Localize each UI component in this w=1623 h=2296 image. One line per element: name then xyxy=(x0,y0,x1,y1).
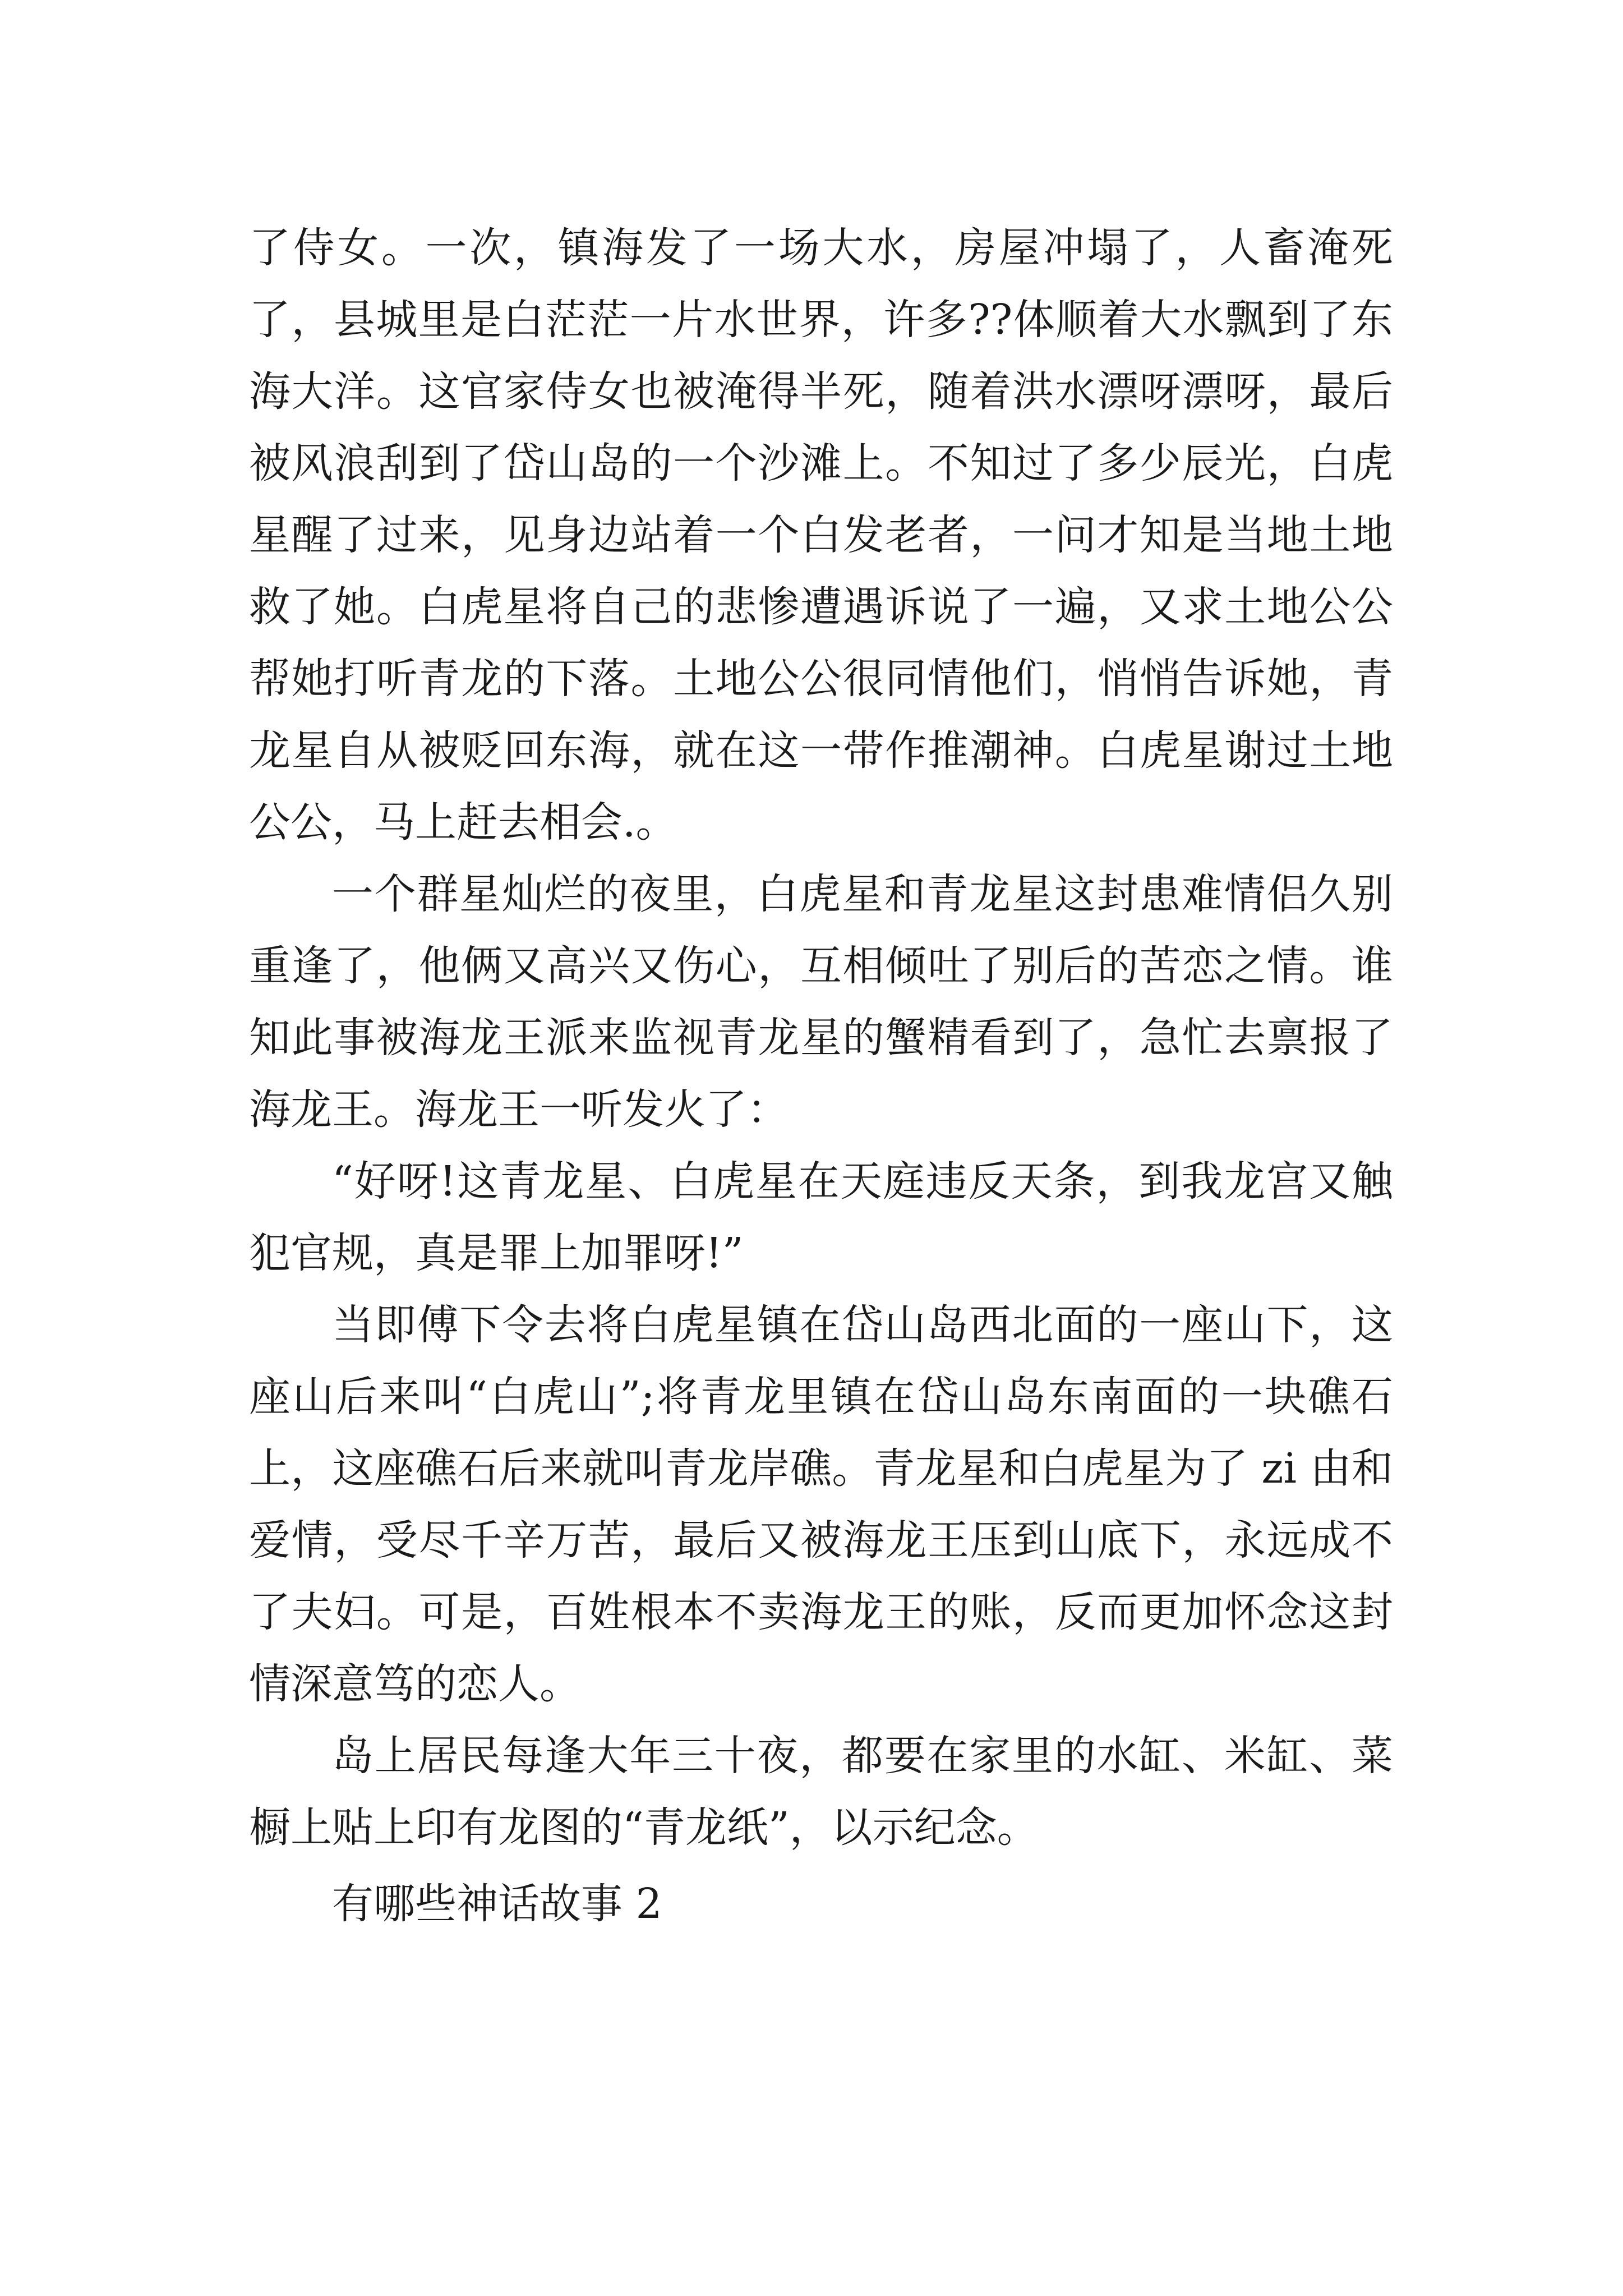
paragraph-3-quote: “好呀!这青龙星、白虎星在天庭违反天条，到我龙宫又触犯官规，真是罪上加罪呀!” xyxy=(249,1157,1393,1277)
document-body xyxy=(249,212,1393,1940)
paragraph-4: 当即傅下令去将白虎星镇在岱山岛西北面的一座山下，这座山后来叫“白虎山”;将青龙里镇在岱山岛东南面的一块礁石上，这座礁石后来就叫青龙岸礁。青龙星和白虎星为了 zi 由和爱情，受尽千辛万苦，最后又被海龙王压到山底下，永远成不了夫妇。可是，百姓根本不卖海龙王的账，反而更加怀念这封情深意笃的恋人。 xyxy=(249,1301,1393,1708)
paragraph-2: 一个群星灿烂的夜里，白虎星和青龙星这封患难情侣久别重逢了，他俩又高兴又伤心，互相倾吐了别后的苦恋之情。谁知此事被海龙王派来监视青龙星的蟹精看到了，急忙去禀报了海龙王。海龙王一听发火了： xyxy=(249,870,1393,1134)
paragraph-5: 岛上居民每逢大年三十夜，都要在家里的水缸、米缸、菜橱上贴上印有龙图的“青龙纸”，以示纪念。 xyxy=(249,1732,1393,1852)
paragraph-1: 了侍女。一次，镇海发了一场大水，房屋冲塌了，人畜淹死了，县城里是白茫茫一片水世界，许多??体顺着大水飘到了东海大洋。这官家侍女也被淹得半死，随着洪水漂呀漂呀，最后被风浪刮到了岱山岛的一个沙滩上。不知过了多少辰光，白虎星醒了过来，见身边站着一个白发老者，一问才知是当地土地救了她。白虎星将自己的悲惨遭遇诉说了一遍，又求土地公公帮她打听青龙的下落。土地公公很同情他们，悄悄告诉她，青龙星自从被贬回东海，就在这一带作推潮神。白虎星谢过土地公公，马上赶去相会.。 xyxy=(249,224,1393,846)
section-heading: 有哪些神话故事 2 xyxy=(332,1880,662,1928)
